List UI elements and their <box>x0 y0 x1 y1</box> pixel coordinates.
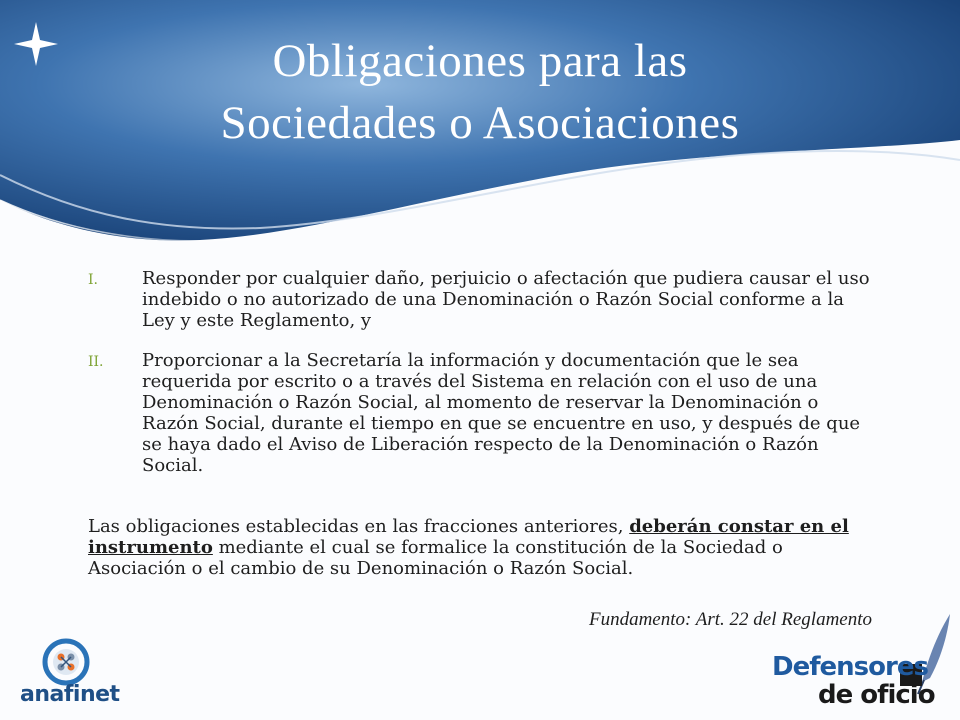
corner-star-icon <box>14 22 58 66</box>
paragraph-text-end: mediante el cual se formalice la constitución de la Sociedad o Asociación o el cambio de su Denominación o Razón Social. <box>88 537 783 579</box>
obligations-list <box>88 268 878 495</box>
de-oficio-wordmark: de oficio <box>818 680 935 710</box>
title-line-1: Obligaciones para las <box>272 35 688 87</box>
defensores-de-oficio-logo <box>772 612 952 718</box>
anafinet-wordmark: anafinet <box>20 682 120 707</box>
list-item-text: Proporcionar a la Secretaría la información y documentación que le sea requerida por escrito o a través del Sistema en relación con el uso de una Denominación o Razón Social, al momento de reservar la Denominación o Razón Social, durante el tiempo en que se encuentre en uso, y después de que se haya dado el Aviso de Liberación respecto de la Denominación o Razón Social. <box>142 350 861 476</box>
paragraph-text: Las obligaciones establecidas en las fracciones anteriores, <box>88 516 630 537</box>
list-item <box>88 350 878 476</box>
list-item <box>88 268 878 331</box>
paragraph-emphasis: deberán constar en el instrumento <box>88 516 849 558</box>
defensores-wordmark: Defensores <box>772 652 928 682</box>
page-title <box>90 30 870 154</box>
obligations-paragraph <box>88 516 878 579</box>
list-numeral: II. <box>88 354 104 370</box>
list-item-text: Responder por cualquier daño, perjuicio o afectación que pudiera causar el uso indebido o no autorizado de una Denominación o Razón Social conforme a la Ley y este Reglamento, y <box>142 268 870 331</box>
anafinet-logo <box>20 638 120 716</box>
title-line-2: Sociedades o Asociaciones <box>220 97 740 149</box>
legal-source: Fundamento: Art. 22 del Reglamento <box>588 609 872 630</box>
list-numeral: I. <box>88 272 98 288</box>
anafinet-emblem-icon <box>40 638 92 686</box>
